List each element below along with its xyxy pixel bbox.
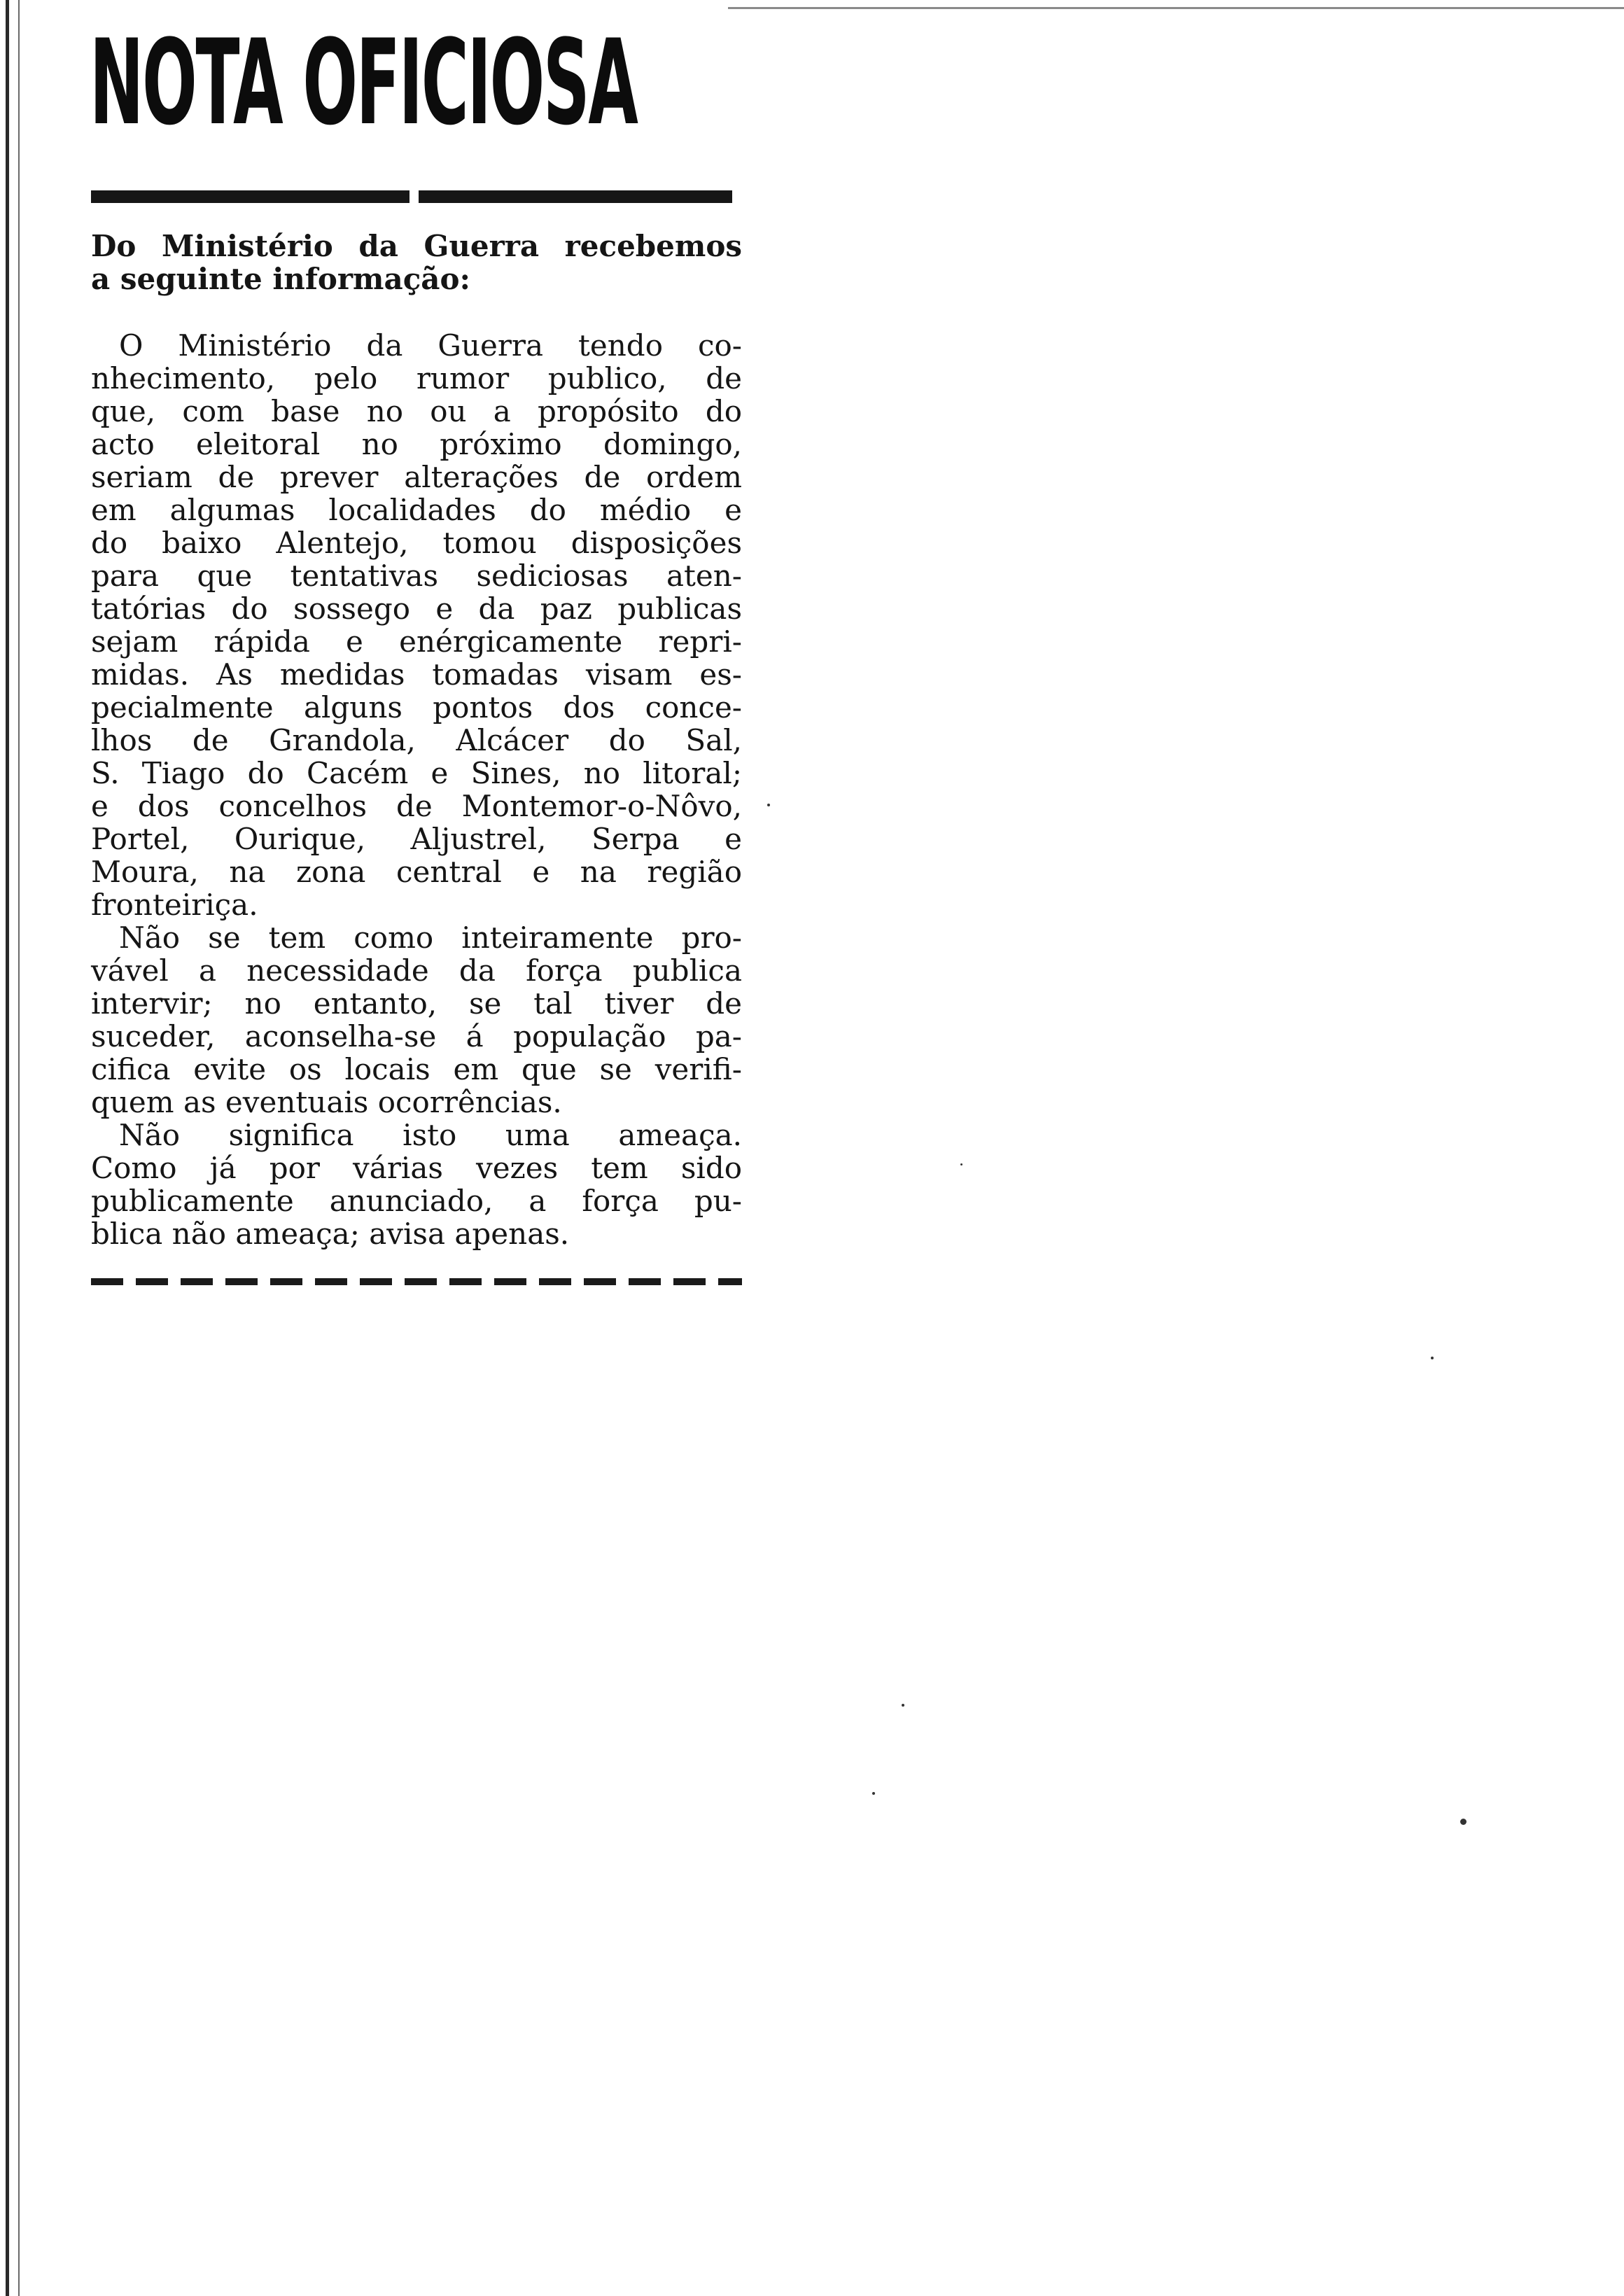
- intro-line: Do Ministério da Guerra recebemos: [91, 229, 742, 263]
- text-line: publicamente anunciado, a força pu-: [91, 1184, 742, 1218]
- text-line: Moura, na zona central e na região: [91, 855, 742, 889]
- text-line: acto eleitoral no próximo domingo,: [91, 427, 742, 461]
- scan-speck: [1431, 1357, 1434, 1359]
- headline-rule-right: [419, 190, 732, 203]
- text-line: midas. As medidas tomadas visam es-: [91, 657, 742, 692]
- text-line: tatórias do sossego e da paz publicas: [91, 592, 742, 626]
- text-line: para que tentativas sediciosas aten-: [91, 559, 742, 593]
- headline-rule-left: [91, 190, 410, 203]
- scan-edge-top: [728, 7, 1624, 9]
- text-line: seriam de prever alterações de ordem: [91, 460, 742, 494]
- text-line: nhecimento, pelo rumor publico, de: [91, 361, 742, 396]
- text-line: lhos de Grandola, Alcácer do Sal,: [91, 723, 742, 757]
- headline: NOTA OFICIOSA: [90, 14, 637, 151]
- scan-speck: [960, 1163, 962, 1166]
- scan-speck: [1460, 1819, 1466, 1825]
- newspaper-clipping: [77, 0, 742, 1295]
- text-line: Não significa isto uma ameaça.: [119, 1118, 742, 1152]
- text-line: do baixo Alentejo, tomou disposições: [91, 526, 742, 560]
- text-line: sejam rápida e enérgicamente repri-: [91, 624, 742, 659]
- scan-speck: [902, 1704, 904, 1707]
- text-line: cifica evite os locais em que se verifi-: [91, 1052, 742, 1086]
- scan-edge-left-inner: [18, 0, 20, 2296]
- article-body: [91, 230, 742, 1250]
- text-line: Não se tem como inteiramente pro-: [119, 920, 742, 955]
- closing-dashed-rule: [91, 1278, 742, 1285]
- text-line: blica não ameaça; avisa apenas.: [91, 1217, 570, 1251]
- text-line: Portel, Ourique, Aljustrel, Serpa e: [91, 822, 742, 856]
- scan-speck: [767, 804, 770, 806]
- intro-line: a seguinte informação:: [91, 262, 471, 296]
- text-line: e dos concelhos de Montemor-o-Nôvo,: [91, 789, 742, 823]
- text-line: fronteiriça.: [91, 888, 258, 922]
- scan-speck: [872, 1792, 875, 1795]
- text-line: em algumas localidades do médio e: [91, 493, 742, 527]
- text-line: S. Tiago do Cacém e Sines, no litoral;: [91, 756, 742, 790]
- text-line: pecialmente alguns pontos dos conce-: [91, 690, 742, 724]
- paragraph-3: [91, 1119, 742, 1250]
- intro: [91, 230, 742, 295]
- paragraph-2: [91, 921, 742, 1119]
- text-line: suceder, aconselha-se á população pa-: [91, 1019, 742, 1054]
- text-line: intervir; no entanto, se tal tiver de: [91, 986, 742, 1021]
- scan-edge-left: [6, 0, 9, 2296]
- text-line: Como já por várias vezes tem sido: [91, 1151, 742, 1185]
- text-line: que, com base no ou a propósito do: [91, 394, 742, 428]
- text-line: O Ministério da Guerra tendo co-: [119, 328, 742, 363]
- text-line: quem as eventuais ocorrências.: [91, 1085, 562, 1119]
- paragraph-1: [91, 329, 742, 921]
- text-line: vável a necessidade da força publica: [91, 953, 742, 988]
